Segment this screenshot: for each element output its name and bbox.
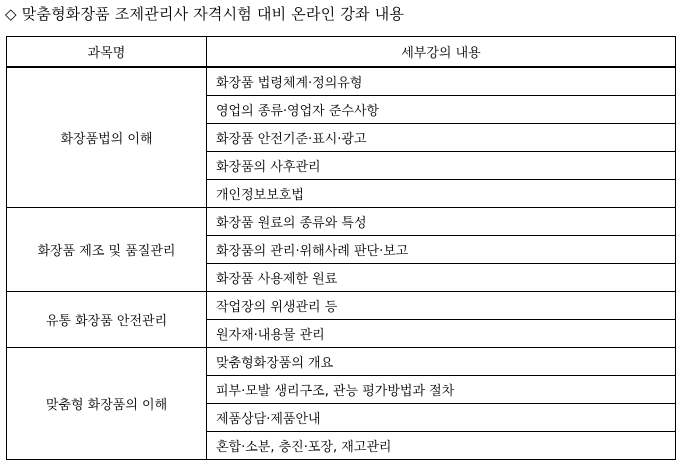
content-cell: 화장품 원료의 종류와 특성 xyxy=(207,208,676,236)
content-cell: 제품상담·제품안내 xyxy=(207,404,676,432)
content-cell: 화장품 사용제한 원료 xyxy=(207,264,676,292)
document-title: ◇ 맞춤형화장품 조제관리사 자격시험 대비 온라인 강좌 내용 xyxy=(5,5,405,23)
subject-cell-custom-cosmetics: 맞춤형 화장품의 이해 xyxy=(7,348,207,460)
course-content-table xyxy=(6,36,676,460)
content-cell: 화장품의 사후관리 xyxy=(207,152,676,180)
content-column-header: 세부강의 내용 xyxy=(207,37,676,68)
subject-cell-cosmetics-law: 화장품법의 이해 xyxy=(7,67,207,208)
content-cell: 맞춤형화장품의 개요 xyxy=(207,348,676,376)
table-row xyxy=(7,348,676,376)
content-cell: 영업의 종류·영업자 준수사항 xyxy=(207,96,676,124)
content-cell: 화장품 법령체계·정의유형 xyxy=(207,67,676,96)
table-row xyxy=(7,292,676,320)
content-cell: 화장품의 관리·위해사례 판단·보고 xyxy=(207,236,676,264)
subject-cell-manufacturing-quality: 화장품 제조 및 품질관리 xyxy=(7,208,207,292)
content-cell: 혼합·소분, 충진·포장, 재고관리 xyxy=(207,432,676,460)
subject-cell-distribution-safety: 유통 화장품 안전관리 xyxy=(7,292,207,348)
table-row xyxy=(7,208,676,236)
table-header-row xyxy=(7,37,676,68)
subject-column-header: 과목명 xyxy=(7,37,207,68)
content-cell: 화장품 안전기준·표시·광고 xyxy=(207,124,676,152)
content-cell: 개인정보보호법 xyxy=(207,180,676,208)
content-cell: 원자재·내용물 관리 xyxy=(207,320,676,348)
table-row xyxy=(7,67,676,96)
content-cell: 작업장의 위생관리 등 xyxy=(207,292,676,320)
content-cell: 피부·모발 생리구조, 관능 평가방법과 절차 xyxy=(207,376,676,404)
